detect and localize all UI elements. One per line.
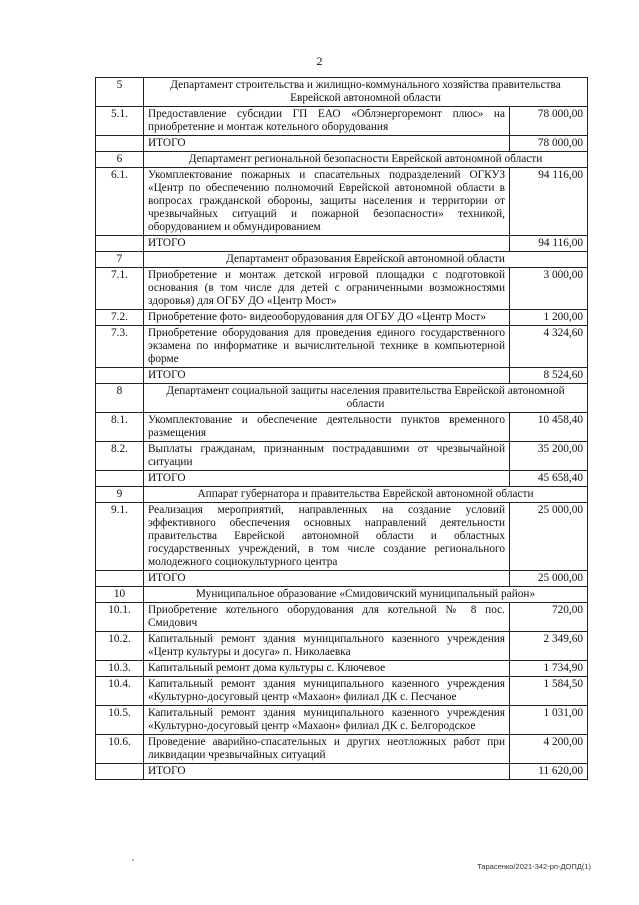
section-title: Департамент региональной безопасности Еврейской автономной области xyxy=(144,152,588,168)
section-title: Департамент строительства и жилищно-коммунального хозяйства правительства Еврейской автономной области xyxy=(144,78,588,107)
item-amount: 4 200,00 xyxy=(510,735,588,764)
table-row xyxy=(96,661,588,677)
item-amount: 720,00 xyxy=(510,603,588,632)
item-number: 8.2. xyxy=(96,442,144,471)
item-amount: 78 000,00 xyxy=(510,107,588,136)
item-amount: 1 734,90 xyxy=(510,661,588,677)
item-description: Капитальный ремонт здания муниципального казенного учреждения «Культурно-досуговый центр «Махаон» филиал ДК с. Песчаное xyxy=(144,677,510,706)
table-row xyxy=(96,735,588,764)
item-description: Проведение аварийно-спасательных и других неотложных работ при ликвидации чрезвычайных ситуаций xyxy=(144,735,510,764)
table-row xyxy=(96,677,588,706)
total-row xyxy=(96,368,588,384)
item-description: Реализация мероприятий, направленных на создание условий эффективного обеспечения основных направлений деятельности правительства Еврейской автономной области и областных государственных учреждений, в том числе создание регионального молодежного социокультурного центра xyxy=(144,503,510,571)
total-amount: 8 524,60 xyxy=(510,368,588,384)
total-row xyxy=(96,471,588,487)
item-amount: 3 000,00 xyxy=(510,268,588,310)
total-label: ИТОГО xyxy=(144,764,510,780)
table-row xyxy=(96,268,588,310)
section-number: 5 xyxy=(96,78,144,107)
item-description: Выплаты гражданам, признанным пострадавшими от чрезвычайной ситуации xyxy=(144,442,510,471)
section-title: Департамент социальной защиты населения правительства Еврейской автономной области xyxy=(144,384,588,413)
total-label: ИТОГО xyxy=(144,236,510,252)
total-amount: 78 000,00 xyxy=(510,136,588,152)
item-amount: 10 458,40 xyxy=(510,413,588,442)
section-header-row xyxy=(96,587,588,603)
item-description: Укомплектование и обеспечение деятельности пунктов временного размещения xyxy=(144,413,510,442)
total-amount: 94 116,00 xyxy=(510,236,588,252)
section-header-row xyxy=(96,252,588,268)
item-description: Приобретение оборудования для проведения единого государственного экзамена по информатике и вычислительной технике в компьютерной форме xyxy=(144,326,510,368)
item-description: Приобретение фото- видеооборудования для ОГБУ ДО «Центр Мост» xyxy=(144,310,510,326)
table-row xyxy=(96,706,588,735)
table-row xyxy=(96,632,588,661)
table-row xyxy=(96,503,588,571)
section-number: 8 xyxy=(96,384,144,413)
item-number: 8.1. xyxy=(96,413,144,442)
item-number: 10.1. xyxy=(96,603,144,632)
total-amount: 25 000,00 xyxy=(510,571,588,587)
item-description: Капитальный ремонт дома культуры с. Ключевое xyxy=(144,661,510,677)
item-amount: 1 031,00 xyxy=(510,706,588,735)
item-description: Капитальный ремонт здания муниципального казенного учреждения «Центр культуры и досуга» п. Николаевка xyxy=(144,632,510,661)
total-label: ИТОГО xyxy=(144,471,510,487)
total-row xyxy=(96,764,588,780)
table-row xyxy=(96,168,588,236)
footer-reference: Тарасенко/2021-342-рп-ДОПД(1) xyxy=(477,862,591,871)
section-header-row xyxy=(96,384,588,413)
item-number: 10.5. xyxy=(96,706,144,735)
total-row xyxy=(96,136,588,152)
table-row xyxy=(96,107,588,136)
section-header-row xyxy=(96,487,588,503)
total-empty-cell xyxy=(96,136,144,152)
stray-mark: , xyxy=(132,853,134,862)
item-description: Предоставление субсидии ГП ЕАО «Облэнергоремонт плюс» на приобретение и монтаж котельного оборудования xyxy=(144,107,510,136)
total-empty-cell xyxy=(96,471,144,487)
item-number: 6.1. xyxy=(96,168,144,236)
item-amount: 2 349,60 xyxy=(510,632,588,661)
total-empty-cell xyxy=(96,571,144,587)
table-row xyxy=(96,442,588,471)
section-header-row xyxy=(96,78,588,107)
item-amount: 4 324,60 xyxy=(510,326,588,368)
total-empty-cell xyxy=(96,764,144,780)
item-number: 10.4. xyxy=(96,677,144,706)
item-amount: 25 000,00 xyxy=(510,503,588,571)
item-number: 10.2. xyxy=(96,632,144,661)
item-description: Капитальный ремонт здания муниципального казенного учреждения «Культурно-досуговый центр «Махаон» филиал ДК с. Белгородское xyxy=(144,706,510,735)
item-number: 10.6. xyxy=(96,735,144,764)
item-description: Приобретение котельного оборудования для котельной № 8 пос. Смидович xyxy=(144,603,510,632)
total-amount: 45 658,40 xyxy=(510,471,588,487)
section-title: Аппарат губернатора и правительства Еврейской автономной области xyxy=(144,487,588,503)
table-row xyxy=(96,413,588,442)
budget-table xyxy=(95,77,588,780)
section-number: 7 xyxy=(96,252,144,268)
section-number: 9 xyxy=(96,487,144,503)
table-row xyxy=(96,603,588,632)
section-number: 10 xyxy=(96,587,144,603)
item-number: 5.1. xyxy=(96,107,144,136)
section-number: 6 xyxy=(96,152,144,168)
item-description: Укомплектование пожарных и спасательных подразделений ОГКУЗ «Центр по обеспечению полномочий Еврейской автономной области в вопросах гражданской обороны, защиты населения и территории от чрезвычайных ситуаций и пожарной безопасности» техникой, оборудованием и обмундированием xyxy=(144,168,510,236)
item-amount: 35 200,00 xyxy=(510,442,588,471)
item-number: 7.1. xyxy=(96,268,144,310)
total-label: ИТОГО xyxy=(144,571,510,587)
item-number: 9.1. xyxy=(96,503,144,571)
total-amount: 11 620,00 xyxy=(510,764,588,780)
table-row xyxy=(96,310,588,326)
section-title: Муниципальное образование «Смидовичский муниципальный район» xyxy=(144,587,588,603)
item-number: 7.2. xyxy=(96,310,144,326)
item-amount: 94 116,00 xyxy=(510,168,588,236)
total-row xyxy=(96,571,588,587)
total-row xyxy=(96,236,588,252)
total-label: ИТОГО xyxy=(144,136,510,152)
section-header-row xyxy=(96,152,588,168)
item-amount: 1 584,50 xyxy=(510,677,588,706)
page-number: 2 xyxy=(316,54,323,68)
item-number: 7.3. xyxy=(96,326,144,368)
item-description: Приобретение и монтаж детской игровой площадки с подготовкой основания (в том числе для детей с ограниченными возможностями здоровья) для ОГБУ ДО «Центр Мост» xyxy=(144,268,510,310)
total-label: ИТОГО xyxy=(144,368,510,384)
table-row xyxy=(96,326,588,368)
item-number: 10.3. xyxy=(96,661,144,677)
total-empty-cell xyxy=(96,368,144,384)
item-amount: 1 200,00 xyxy=(510,310,588,326)
section-title: Департамент образования Еврейской автономной области xyxy=(144,252,588,268)
total-empty-cell xyxy=(96,236,144,252)
